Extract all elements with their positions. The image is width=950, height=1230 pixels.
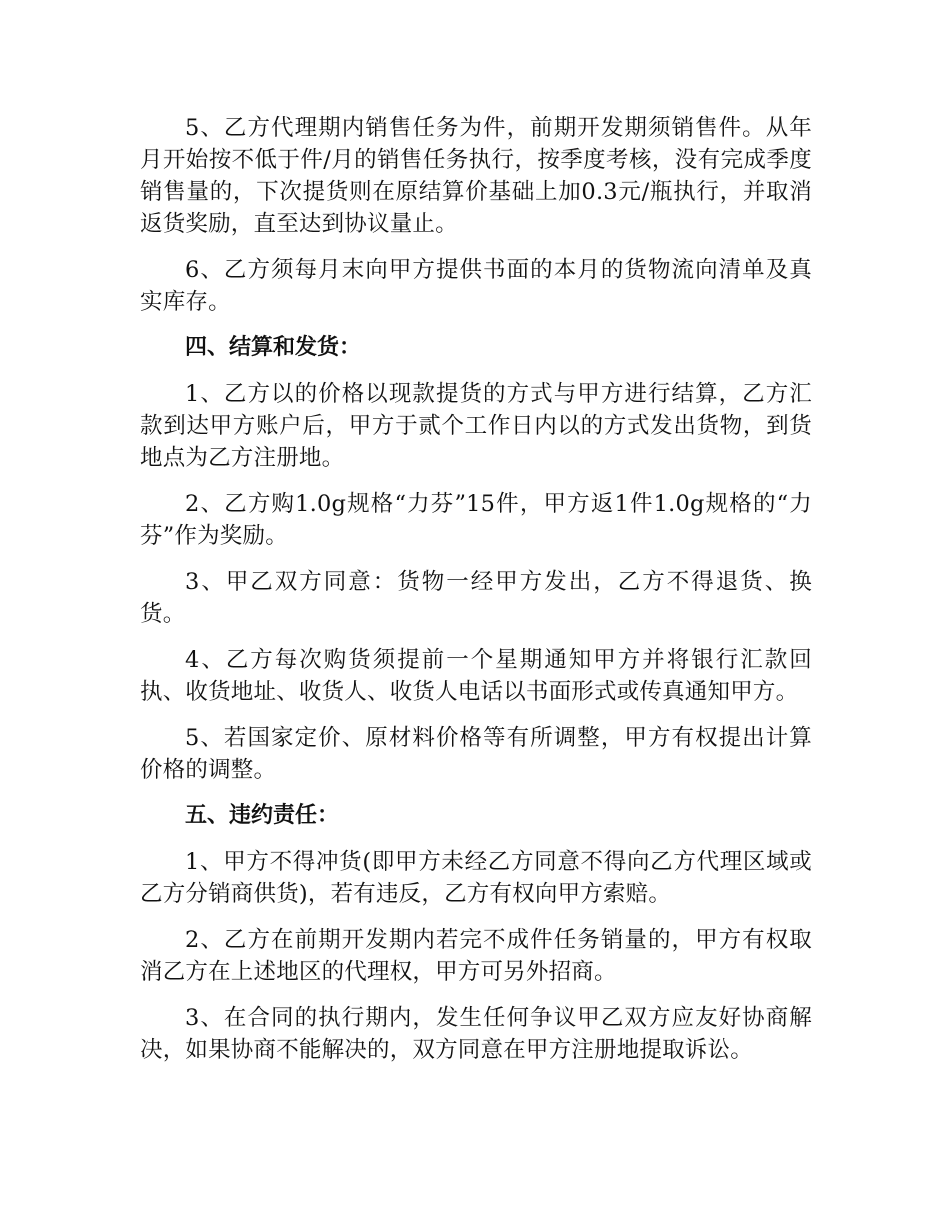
section-heading-settlement: 四、结算和发货： [185, 335, 362, 360]
clause-5-1: 1、甲方不得冲货(即甲方未经乙方同意不得向乙方代理区域或乙方分销商供货)，若有违反，乙方有权向甲方索赔。 [140, 849, 812, 907]
clause-5-2: 2、乙方在前期开发期内若完不成件任务销量的，甲方有权取消乙方在上述地区的代理权，甲方可另外招商。 [140, 927, 812, 985]
clause-3-5: 5、乙方代理期内销售任务为件，前期开发期须销售件。从年月开始按不低于件/月的销售任务执行，按季度考核，没有完成季度销售量的，下次提货则在原结算价基础上加0.3元/瓶执行，并取消返货奖励，直至达到协议量止。 [140, 115, 812, 237]
document-page [140, 112, 812, 1080]
clause-4-5: 5、若国家定价、原材料价格等有所调整，甲方有权提出计算价格的调整。 [140, 725, 812, 783]
clause-4-1: 1、乙方以的价格以现款提货的方式与甲方进行结算，乙方汇款到达甲方账户后，甲方于贰个工作日内以的方式发出货物，到货地点为乙方注册地。 [140, 381, 812, 471]
clause-3-6: 6、乙方须每月末向甲方提供书面的本月的货物流向清单及真实库存。 [140, 257, 812, 315]
section-heading-liability: 五、违约责任： [185, 803, 340, 828]
clause-4-3: 3、甲乙双方同意：货物一经甲方发出，乙方不得退货、换货。 [140, 569, 812, 627]
clause-5-3: 3、在合同的执行期内，发生任何争议甲乙双方应友好协商解决，如果协商不能解决的，双方同意在甲方注册地提取诉讼。 [140, 1005, 812, 1063]
clause-4-4: 4、乙方每次购货须提前一个星期通知甲方并将银行汇款回执、收货地址、收货人、收货人电话以书面形式或传真通知甲方。 [140, 647, 812, 705]
clause-4-2: 2、乙方购1.0g规格“力芬”15件，甲方返1件1.0g规格的“力芬”作为奖励。 [140, 491, 812, 549]
